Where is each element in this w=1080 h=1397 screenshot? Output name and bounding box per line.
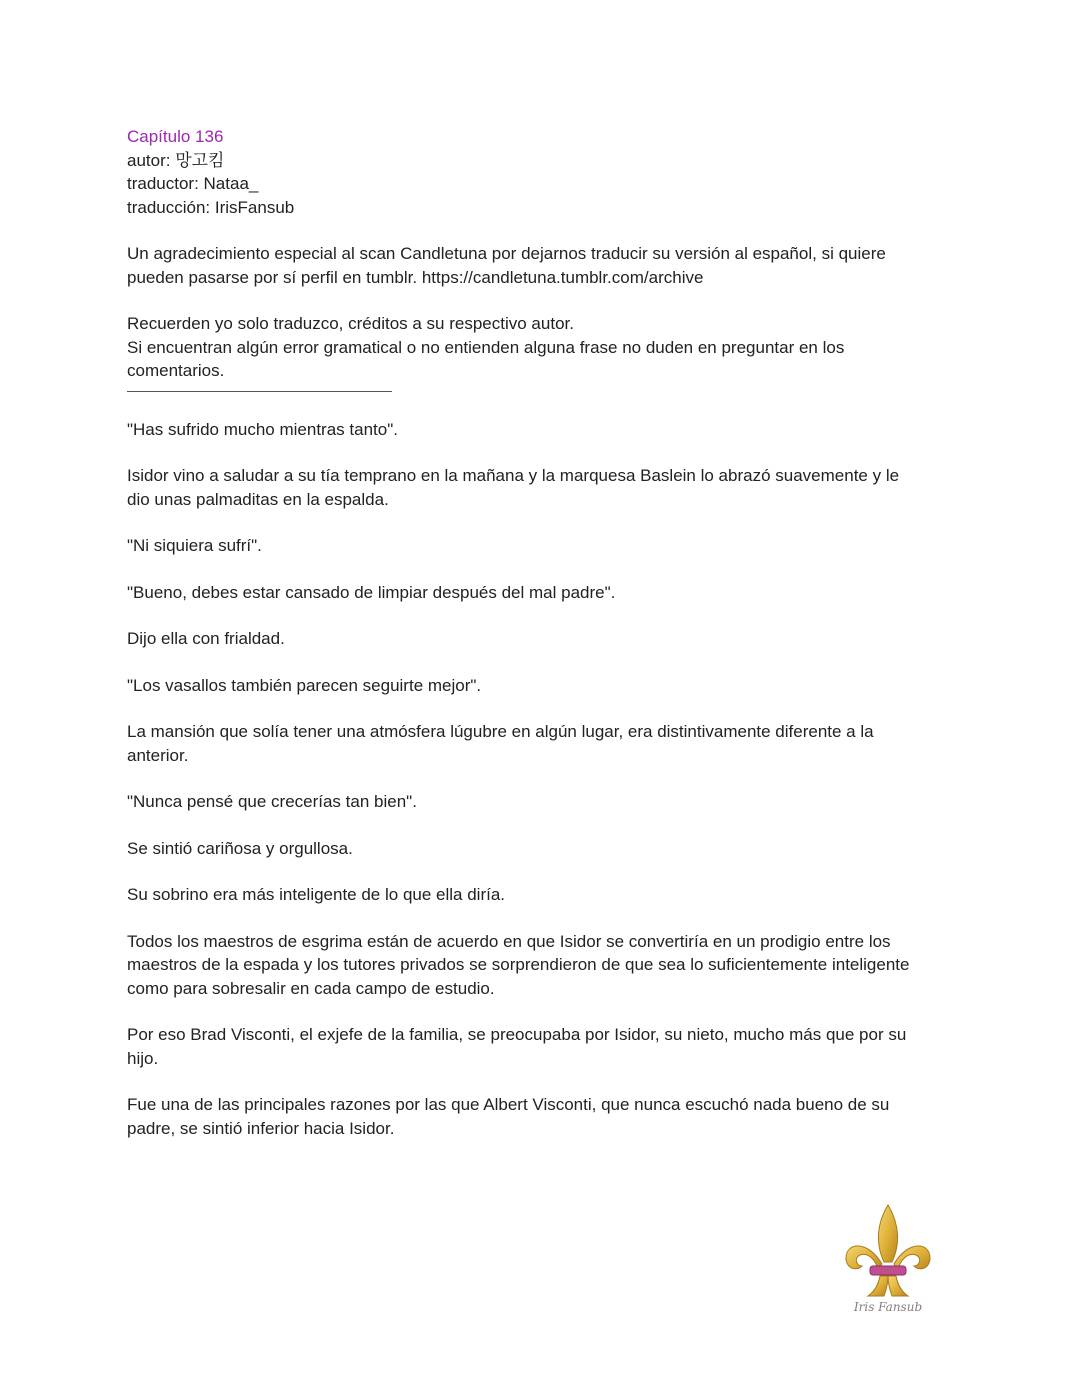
story-line: Todos los maestros de esgrima están de acuerdo en que Isidor se convertiría en un prodigio entre los <box>127 931 891 951</box>
story-line: como para sobresalir en cada campo de estudio. <box>127 978 495 998</box>
chapter-title: Capítulo 136 <box>127 127 224 146</box>
story-body <box>127 418 957 1141</box>
section-divider <box>127 391 392 392</box>
note-line: Recuerden yo solo traduzco, créditos a su respectivo autor. <box>127 314 574 333</box>
story-line: "Ni siquiera sufrí". <box>127 536 262 555</box>
story-paragraph <box>127 581 957 605</box>
story-paragraph <box>127 1023 957 1070</box>
thanks-line: Un agradecimiento especial al scan Candletuna por dejarnos traducir su versión al español, si quiere <box>127 244 886 263</box>
translation-group-line: traducción: IrisFansub <box>127 197 295 217</box>
story-line: Su sobrino era más inteligente de lo que ella diría. <box>127 885 506 904</box>
story-paragraph <box>127 1093 957 1140</box>
story-line: Por eso Brad Visconti, el exjefe de la familia, se preocupaba por Isidor, su nieto, mucho más que por su <box>127 1025 907 1044</box>
story-line: anterior. <box>127 745 189 765</box>
story-paragraph <box>127 674 957 698</box>
note-paragraph <box>127 312 957 383</box>
story-paragraph <box>127 720 957 767</box>
thanks-paragraph <box>127 242 957 289</box>
story-paragraph <box>127 930 957 1001</box>
story-paragraph <box>127 790 957 814</box>
story-paragraph <box>127 837 957 861</box>
translator-line: traductor: Nataa_ <box>127 174 259 193</box>
story-line: padre, se sintió inferior hacia Isidor. <box>127 1118 395 1138</box>
note-line: comentarios. <box>127 361 225 380</box>
story-line: hijo. <box>127 1048 159 1068</box>
document-page <box>127 125 957 1163</box>
author-line: autor: 망고킴 <box>127 150 225 170</box>
story-line: Fue una de las principales razones por las que Albert Visconti, que nunca escuchó nada bueno de su <box>127 1095 890 1114</box>
story-line: Se sintió cariñosa y orgullosa. <box>127 838 353 858</box>
story-line: "Bueno, debes estar cansado de limpiar después del mal padre". <box>127 582 616 602</box>
thanks-line: pueden pasarse por sí perfil en tumblr. https://candletuna.tumblr.com/archive <box>127 267 704 287</box>
story-line: "Nunca pensé que crecerías tan bien". <box>127 792 417 811</box>
story-paragraph <box>127 883 957 907</box>
story-line: La mansión que solía tener una atmósfera lúgubre en algún lugar, era distintivamente diferente a la <box>127 722 874 741</box>
note-line: Si encuentran algún error gramatical o no entienden alguna frase no duden en preguntar en los <box>127 337 845 357</box>
story-line: "Los vasallos también parecen seguirte mejor". <box>127 675 482 695</box>
logo-signature: Iris Fansub <box>853 1300 923 1314</box>
story-paragraph <box>127 627 957 651</box>
story-line: Isidor vino a saludar a su tía temprano en la mañana y la marquesa Baslein lo abrazó suavemente y le <box>127 466 900 485</box>
story-paragraph <box>127 464 957 511</box>
story-paragraph <box>127 418 957 442</box>
story-line: Dijo ella con frialdad. <box>127 629 285 648</box>
story-line: dio unas palmaditas en la espalda. <box>127 489 389 509</box>
story-paragraph <box>127 534 957 558</box>
story-line: "Has sufrido mucho mientras tanto". <box>127 419 398 439</box>
story-line: maestros de la espada y los tutores privados se sorprendieron de que sea lo suficientemente inteligente <box>127 955 910 974</box>
